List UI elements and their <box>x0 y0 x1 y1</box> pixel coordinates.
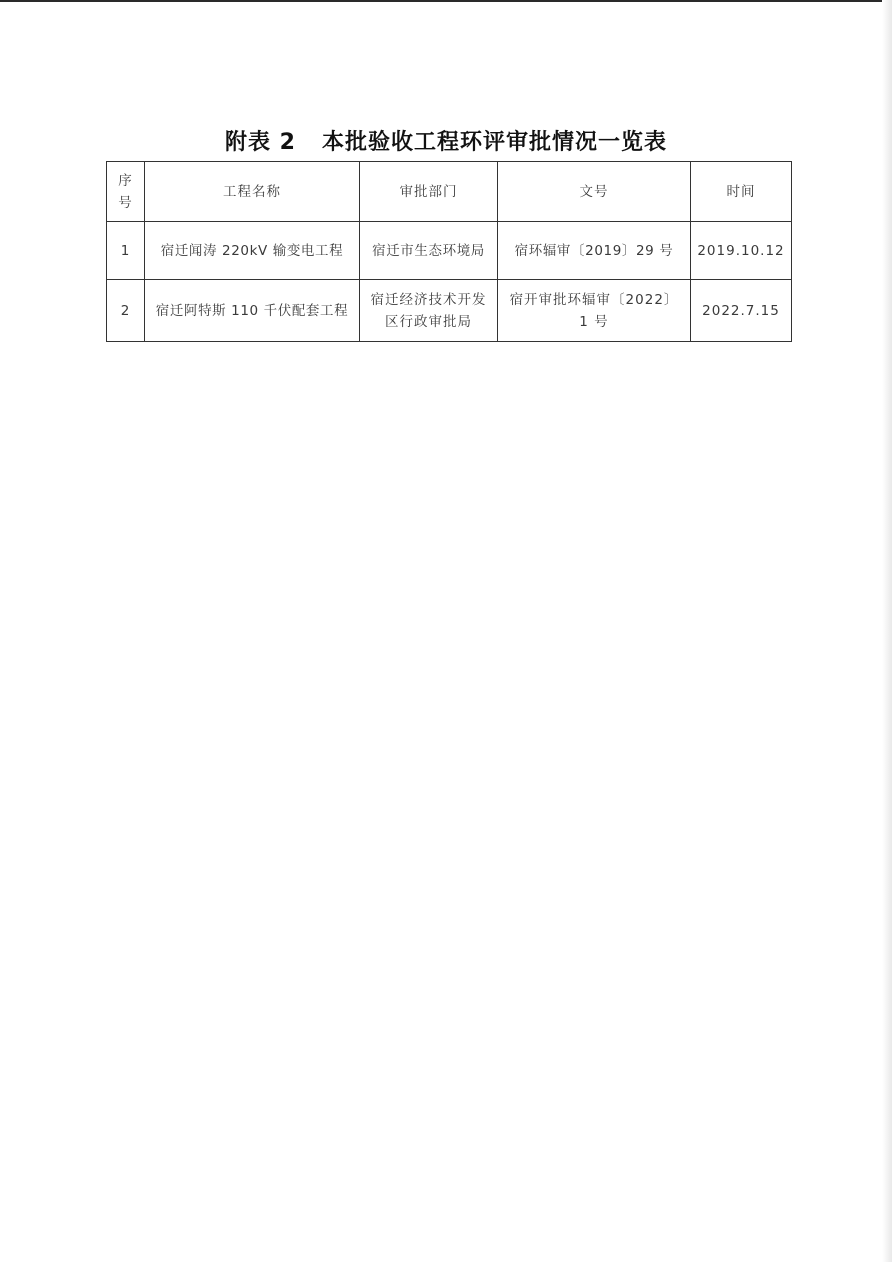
header-approval-dept: 审批部门 <box>360 162 498 222</box>
approval-table <box>106 161 792 342</box>
cell-project-name-text: 宿迁阿特斯 110 千伏配套工程 <box>155 302 349 319</box>
header-seq-line2: 号 <box>118 194 133 211</box>
header-time: 时间 <box>691 162 792 222</box>
header-project-name: 工程名称 <box>145 162 360 222</box>
cell-approval-dept <box>360 222 498 280</box>
cell-project-name <box>145 222 360 280</box>
header-doc-number: 文号 <box>498 162 691 222</box>
page-top-border <box>0 0 892 2</box>
cell-project-name-text: 宿迁闻涛 220kV 输变电工程 <box>160 242 344 259</box>
cell-doc-number-line2: 1 号 <box>579 313 609 330</box>
cell-time: 2019.10.12 <box>691 222 792 280</box>
cell-doc-number <box>498 280 691 342</box>
table-row <box>107 222 792 280</box>
cell-doc-number-line1: 宿开审批环辐审〔2022〕 <box>509 291 679 308</box>
cell-approval-dept <box>360 280 498 342</box>
cell-seq: 1 <box>107 222 145 280</box>
table-row <box>107 280 792 342</box>
header-seq <box>107 162 145 222</box>
cell-approval-dept-line1: 宿迁经济技术开发 <box>370 291 487 308</box>
header-seq-line1: 序 <box>118 172 133 189</box>
cell-time: 2022.7.15 <box>691 280 792 342</box>
cell-project-name <box>145 280 360 342</box>
cell-doc-number-line1: 宿环辐审〔2019〕29 号 <box>514 242 674 259</box>
cell-approval-dept-line2: 区行政审批局 <box>385 313 472 330</box>
cell-doc-number <box>498 222 691 280</box>
cell-seq: 2 <box>107 280 145 342</box>
page-title: 附表 2 本批验收工程环评审批情况一览表 <box>225 130 667 155</box>
page-right-edge-shadow <box>882 0 892 1262</box>
table-header-row <box>107 162 792 222</box>
cell-approval-dept-line1: 宿迁市生态环境局 <box>372 242 485 259</box>
